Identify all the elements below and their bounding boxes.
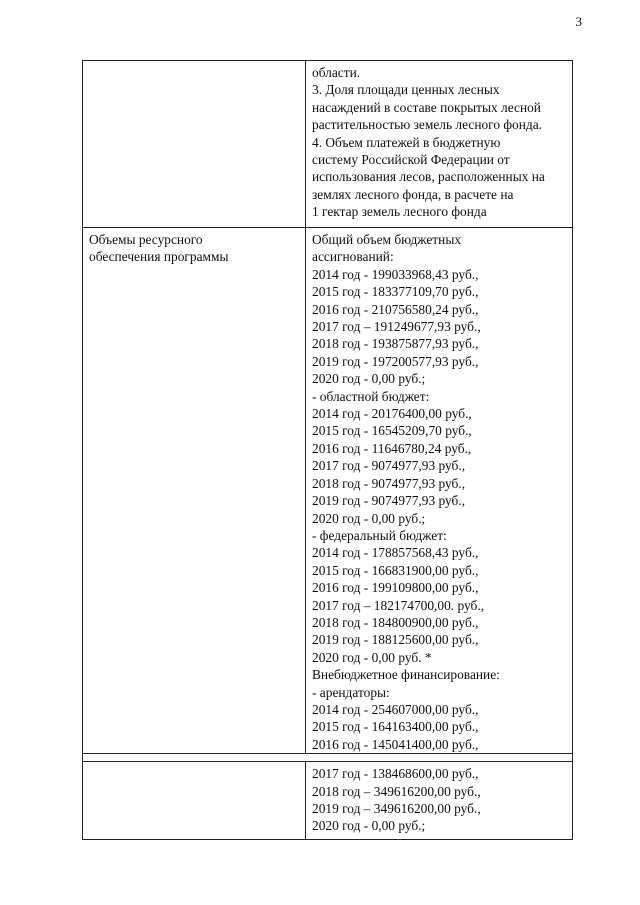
content-line: ассигнований: — [312, 249, 394, 265]
content-line: 2016 год - 11646780,24 руб., — [312, 440, 472, 456]
row-content-cell — [306, 228, 573, 754]
content-line: 2016 год - 145041400,00 руб., — [312, 736, 479, 752]
content-line: 2018 год - 9074977,93 руб., — [312, 475, 466, 491]
table-row — [83, 61, 573, 228]
content-line: насаждений в составе покрытых лесной — [312, 99, 541, 115]
content-line: 2015 год - 164163400,00 руб., — [312, 719, 479, 735]
content-line: 1 гектар земель лесного фонда — [312, 204, 487, 220]
content-line: 4. Объем платежей в бюджетную — [312, 134, 501, 150]
content-line: 2018 год - 184800900,00 руб., — [312, 614, 479, 630]
content-line: области. — [312, 65, 361, 80]
table-row — [83, 762, 573, 840]
content-line: - областной бюджет: — [312, 388, 430, 404]
row-gap — [83, 754, 573, 762]
row-label-cell — [83, 762, 306, 840]
content-line: 2016 год - 210756580,24 руб., — [312, 301, 479, 317]
content-line: 2017 год - 9074977,93 руб., — [312, 458, 466, 474]
label-line: Объемы ресурсного — [89, 232, 203, 247]
content-line: 2020 год - 0,00 руб.; — [312, 371, 426, 387]
content-line: 2015 год - 183377109,70 руб., — [312, 284, 479, 300]
content-line: 3. Доля площади ценных лесных — [312, 82, 500, 98]
content-line: 2017 год – 182174700,00. руб., — [312, 597, 485, 613]
content-line: 2019 год - 188125600,00 руб., — [312, 632, 479, 648]
content-line: 2020 год - 0,00 руб. * — [312, 649, 432, 665]
label-line: обеспечения программы — [89, 249, 229, 265]
row-label-cell — [83, 228, 306, 754]
row-content-cell — [306, 61, 573, 228]
content-line: 2015 год - 166831900,00 руб., — [312, 562, 479, 578]
content-line: 2020 год - 0,00 руб.; — [312, 818, 426, 834]
content-line: 2014 год - 199033968,43 руб., — [312, 266, 479, 282]
content-line: 2014 год - 254607000,00 руб., — [312, 701, 479, 717]
content-line: использования лесов, расположенных на — [312, 169, 545, 185]
content-line: систему Российской Федерации от — [312, 152, 510, 168]
content-line: 2018 год - 193875877,93 руб., — [312, 336, 479, 352]
program-passport-table — [82, 60, 573, 840]
content-line: 2014 год - 178857568,43 руб., — [312, 545, 479, 561]
content-line: - федеральный бюджет: — [312, 527, 447, 543]
row-label-cell — [83, 61, 306, 228]
content-line: 2014 год - 20176400,00 руб., — [312, 406, 472, 422]
content-line: 2019 год - 9074977,93 руб., — [312, 493, 466, 509]
content-line: Внебюджетное финансирование: — [312, 667, 500, 683]
page-number: 3 — [575, 14, 582, 29]
content-line: 2017 год - 138468600,00 руб., — [312, 766, 479, 782]
content-line: 2018 год – 349616200,00 руб., — [312, 783, 481, 799]
row-content-cell — [306, 762, 573, 840]
content-line: Общий объем бюджетных — [312, 232, 462, 247]
content-line: 2016 год - 199109800,00 руб., — [312, 580, 479, 596]
content-line: растительностью земель лесного фонда. — [312, 117, 543, 133]
content-line: 2020 год - 0,00 руб.; — [312, 510, 426, 526]
table-row — [83, 228, 573, 754]
content-line: 2019 год – 349616200,00 руб., — [312, 801, 481, 816]
content-line: - арендаторы: — [312, 684, 390, 700]
content-line: 2015 год - 16545209,70 руб., — [312, 423, 472, 439]
content-line: 2019 год - 197200577,93 руб., — [312, 353, 479, 369]
content-line: землях лесного фонда, в расчете на — [312, 186, 514, 202]
content-line: 2017 год – 191249677,93 руб., — [312, 319, 481, 335]
